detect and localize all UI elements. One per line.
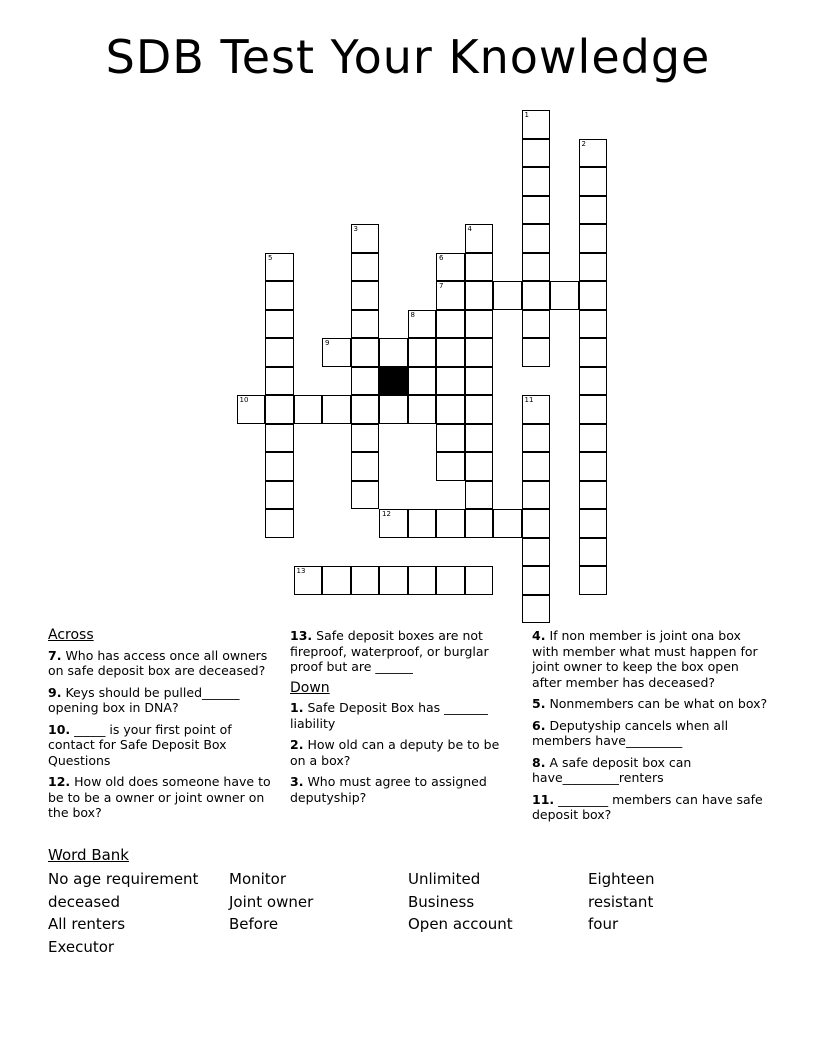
crossword-cell[interactable] (379, 338, 408, 367)
clue-number: 13 (296, 567, 306, 575)
down-clue-6: 6. Deputyship cancels when all members have_________ (532, 717, 729, 748)
crossword-cell[interactable] (465, 566, 494, 595)
crossword-cell[interactable] (351, 253, 380, 282)
crossword-cell[interactable] (579, 481, 608, 510)
crossword-cell[interactable] (265, 509, 294, 538)
crossword-cell[interactable] (379, 509, 408, 538)
word-bank-item: Unlimited (408, 870, 481, 888)
crossword-cell[interactable] (522, 424, 551, 453)
down-clue-2: 2. How old can a deputy be to be on a box? (290, 737, 500, 768)
crossword-cell[interactable] (579, 566, 608, 595)
word-bank-column-1 (48, 868, 198, 958)
crossword-cell[interactable] (579, 167, 608, 196)
crossword-cell[interactable] (579, 281, 608, 310)
crossword-cell[interactable] (436, 310, 465, 339)
clue-number: 8 (410, 310, 415, 319)
word-bank-item: deceased (48, 892, 120, 911)
crossword-cell[interactable] (265, 310, 294, 339)
crossword-cell[interactable] (265, 281, 294, 310)
crossword-cell[interactable] (522, 224, 551, 253)
word-bank-column-4 (588, 868, 655, 936)
down-clue-8: 8. A safe deposit box can have_________renters (532, 754, 692, 785)
crossword-cell[interactable] (465, 424, 494, 453)
clue-number: 4 (467, 225, 472, 233)
across-clue-13: 13. Safe deposit boxes are not fireproof, waterproof, or burglar proof but are ______ (290, 628, 489, 674)
crossword-cell[interactable] (465, 224, 494, 253)
crossword-cell[interactable] (436, 424, 465, 453)
crossword-cell[interactable] (351, 367, 380, 396)
crossword-cell[interactable] (351, 566, 380, 595)
crossword-cell[interactable] (579, 367, 608, 396)
crossword-cell[interactable] (579, 310, 608, 339)
crossword-cell[interactable] (579, 452, 608, 481)
word-bank-item: Joint owner (229, 892, 314, 911)
crossword-cell[interactable] (351, 424, 380, 453)
crossword-cell[interactable] (294, 395, 323, 424)
crossword-cell[interactable] (465, 481, 494, 510)
across-clue-12: 12. How old does someone have to be to be a owner or joint owner on the box? (48, 774, 271, 820)
crossword-cell[interactable] (351, 395, 380, 424)
crossword-cell[interactable] (351, 310, 380, 339)
crossword-cell[interactable] (436, 338, 465, 367)
crossword-cell[interactable] (465, 281, 494, 310)
crossword-cell[interactable] (493, 509, 522, 538)
crossword-cell[interactable] (351, 481, 380, 510)
crossword-cell[interactable] (579, 139, 608, 168)
word-bank-item: Open account (408, 915, 513, 933)
clue-number: 9 (325, 339, 330, 347)
crossword-cell[interactable] (379, 566, 408, 595)
down-clue-1: 1. Safe Deposit Box has _______ liability (290, 700, 488, 731)
crossword-cell[interactable] (408, 367, 437, 396)
crossword-cell[interactable] (579, 395, 608, 424)
crossword-cell[interactable] (265, 395, 294, 424)
crossword-cell[interactable] (351, 452, 380, 481)
down-clue-3: 3. Who must agree to assigned deputyship? (290, 774, 487, 805)
crossword-cell[interactable] (522, 538, 551, 567)
crossword-cell[interactable] (465, 395, 494, 424)
crossword-cell[interactable] (522, 481, 551, 510)
word-bank-item: All renters (48, 915, 126, 933)
clue-number: 7 (439, 282, 444, 290)
crossword-cell[interactable] (265, 253, 294, 282)
crossword-cell[interactable] (579, 253, 608, 282)
crossword-cell[interactable] (408, 509, 437, 538)
crossword-cell[interactable] (351, 281, 380, 310)
clue-number: 2 (581, 139, 586, 148)
word-bank-item: four (588, 915, 619, 933)
word-bank-item: resistant (588, 892, 654, 911)
word-bank-item: No age requirement (48, 870, 199, 888)
word-bank-item: Eighteen (588, 870, 655, 888)
crossword-cell[interactable] (408, 310, 437, 339)
crossword-cell[interactable] (522, 110, 551, 139)
crossword-cell[interactable] (522, 253, 551, 282)
crossword-cell[interactable] (436, 253, 465, 282)
crossword-cell[interactable] (522, 595, 551, 624)
crossword-cell[interactable] (322, 395, 351, 424)
crossword-cell[interactable] (522, 452, 551, 481)
word-bank-item: Business (408, 892, 475, 911)
down-clue-11: 11. ________ members can have safe deposit box? (532, 791, 763, 822)
crossword-cell[interactable] (522, 310, 551, 339)
word-bank-column-2 (229, 868, 313, 936)
word-bank-item: Monitor (229, 870, 287, 888)
clue-number: 6 (439, 253, 444, 262)
crossword-cell[interactable] (436, 566, 465, 595)
crossword-cell[interactable] (351, 338, 380, 367)
crossword-cell[interactable] (579, 424, 608, 453)
crossword-cell[interactable] (436, 281, 465, 310)
down-heading: Down (290, 679, 330, 696)
crossword-cell[interactable] (522, 167, 551, 196)
crossword-cell[interactable] (465, 509, 494, 538)
word-bank-item: Executor (48, 937, 115, 956)
crossword-cell[interactable] (322, 566, 351, 595)
word-bank-column-3 (408, 868, 513, 936)
crossword-cell[interactable] (408, 338, 437, 367)
clue-number: 11 (524, 396, 534, 404)
clue-number: 12 (382, 510, 391, 518)
crossword-cell[interactable] (265, 338, 294, 367)
down-clue-4: 4. If non member is joint ona box with member what must happen for joint owner to keep the box open after member has deceased? (532, 628, 758, 690)
crossword-cell[interactable] (522, 281, 551, 310)
crossword-cell[interactable] (579, 224, 608, 253)
crossword-cell[interactable] (294, 566, 323, 595)
crossword-cell[interactable] (465, 253, 494, 282)
crossword-cell[interactable] (436, 509, 465, 538)
crossword-cell[interactable] (522, 566, 551, 595)
crossword-cell[interactable] (408, 395, 437, 424)
crossword-cell[interactable] (522, 338, 551, 367)
down-clue-5: 5. Nonmembers can be what on box? (532, 696, 768, 711)
crossword-cell[interactable] (436, 395, 465, 424)
clue-number: 5 (268, 253, 273, 262)
crossword-cell[interactable] (237, 395, 266, 424)
crossword-cell[interactable] (579, 538, 608, 567)
crossword-cell[interactable] (522, 395, 551, 424)
crossword-cell[interactable] (265, 367, 294, 396)
clues-column-3 (532, 628, 768, 829)
crossword-cell[interactable] (522, 509, 551, 538)
crossword-cell[interactable] (465, 310, 494, 339)
crossword-cell[interactable] (379, 395, 408, 424)
black-square (379, 367, 408, 396)
crossword-cell[interactable] (550, 281, 579, 310)
crossword-cell[interactable] (436, 367, 465, 396)
crossword-cell[interactable] (351, 224, 380, 253)
clue-number: 3 (353, 225, 358, 233)
crossword-cell[interactable] (465, 338, 494, 367)
crossword-cell[interactable] (465, 367, 494, 396)
word-bank-heading: Word Bank (48, 846, 129, 864)
crossword-cell[interactable] (265, 452, 294, 481)
crossword-cell[interactable] (408, 566, 437, 595)
crossword-cell[interactable] (465, 452, 494, 481)
crossword-cell[interactable] (265, 481, 294, 510)
crossword-cell[interactable] (579, 196, 608, 225)
crossword-cell[interactable] (322, 338, 351, 367)
across-clue-7: 7. Who has access once all owners on safe deposit box are deceased? (48, 647, 268, 678)
clues-column-2 (290, 628, 516, 811)
crossword-cell[interactable] (493, 281, 522, 310)
across-clue-9: 9. Keys should be pulled______ opening box in DNA? (48, 684, 240, 715)
clues-column-1 (48, 628, 276, 827)
crossword-cell[interactable] (265, 424, 294, 453)
crossword-cell[interactable] (522, 196, 551, 225)
crossword-cell[interactable] (579, 509, 608, 538)
crossword-cell[interactable] (579, 338, 608, 367)
clue-number: 10 (239, 396, 249, 404)
page-title: SDB Test Your Knowledge (105, 30, 711, 84)
crossword-cell[interactable] (522, 139, 551, 168)
clue-number: 1 (524, 111, 529, 119)
crossword-cell[interactable] (436, 452, 465, 481)
across-clue-10: 10. _____ is your first point of contact for Safe Deposit Box Questions (48, 721, 232, 768)
across-heading: Across (48, 627, 94, 643)
word-bank-item: Before (229, 915, 279, 933)
